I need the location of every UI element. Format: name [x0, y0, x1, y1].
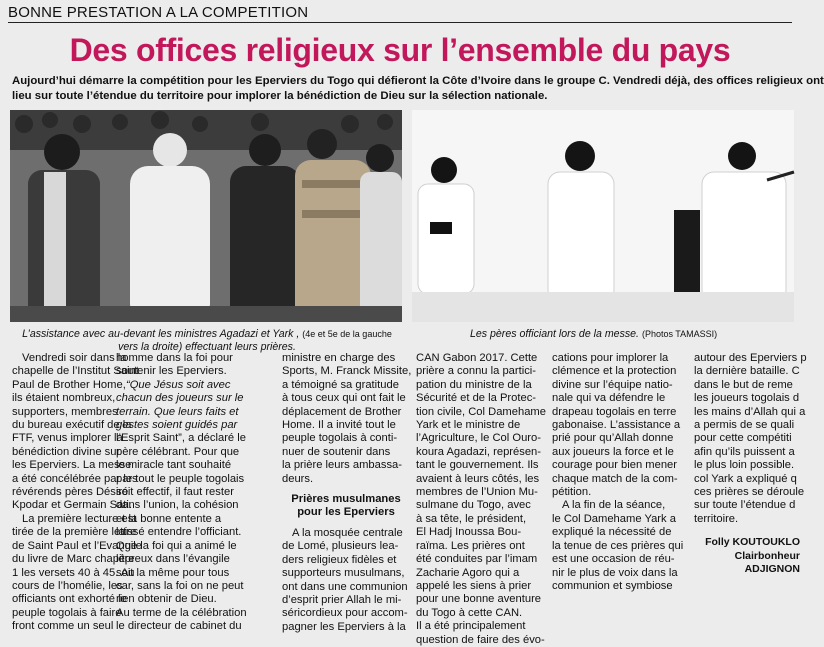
- section-rubric: BONNE PRESTATION A LA COMPETITION: [8, 4, 309, 21]
- column-line: ont dans une communion: [282, 580, 408, 593]
- subheading: Prières musulmanes: [291, 493, 401, 506]
- caption-priests-main: Les pères officiant lors de la messe.: [470, 328, 639, 340]
- column-line: du livre de Marc chapitre: [12, 553, 135, 566]
- column-line: nir le plus de voix dans la: [552, 566, 678, 579]
- column-line: l’Agriculture, le Col Ouro-: [416, 432, 541, 445]
- standfirst-line-1: Aujourd’hui démarre la compétition pour les Eperviers du Togo qui défieront la Côte d’Ivoire dans le groupe C. Vendredi déjà, des offices religieux ont: [12, 75, 824, 87]
- column-line: ils étaient nombreux,: [12, 392, 116, 405]
- column-line: de Lomé, plusieurs lea-: [282, 540, 399, 553]
- column-line: koura Agadazi, représen-: [416, 445, 542, 458]
- column-line: cations pour implorer la: [552, 352, 669, 364]
- column-line: chapelle de l’Institut Saint: [12, 365, 139, 378]
- column-line: Que la foi qui a animé le: [116, 539, 237, 552]
- column-line: séricordieux pour accom-: [282, 607, 408, 620]
- column-line: Home. Il a invité tout le: [282, 419, 396, 432]
- column-line: territoire.: [694, 512, 739, 525]
- column-line: révérends pères Désiré: [12, 486, 129, 499]
- column-line: deurs.: [282, 472, 314, 485]
- column-line: drapeau togolais en terre: [552, 405, 677, 418]
- column-line: dans le but de reme: [694, 378, 793, 391]
- column-line: peuple togolais à faire: [12, 606, 122, 619]
- column-line: gabonaise. L’assistance a: [552, 419, 681, 432]
- article-column-1: [12, 352, 142, 634]
- column-line: pétition.: [552, 486, 592, 499]
- column-line: tirée de la première lettre: [12, 526, 137, 539]
- column-line: clémence et la protection: [552, 365, 677, 378]
- column-line: prié pour qu’Allah donne: [552, 432, 674, 445]
- column-line: membres de l’Union Mu-: [416, 486, 538, 499]
- column-line: homme dans la foi pour: [116, 352, 233, 364]
- column-line: peuple togolais à conti-: [282, 432, 398, 445]
- column-line: ministre en charge des: [282, 352, 396, 364]
- column-line: appelé les siens à prier: [416, 579, 532, 592]
- column-line: la dernière bataille. C: [694, 365, 800, 378]
- column-line: CAN Gabon 2017. Cette: [416, 352, 538, 364]
- column-line: le plus loin possible.: [694, 459, 795, 472]
- column-line: Zacharie Agoro qui a: [416, 566, 520, 579]
- column-line: nuer de soutenir dans: [282, 445, 391, 458]
- column-line: nale qui va défendre le: [552, 392, 666, 405]
- caption-assembly-main: L’assistance avec au-devant les ministres Agadazi et Yark ,: [22, 328, 300, 340]
- column-line: de Saint Paul et l’Evangile: [12, 539, 142, 552]
- column-line: A la mosquée centrale: [292, 526, 403, 539]
- column-line: Il a été principalement: [416, 620, 526, 633]
- column-line: 1 les versets 40 à 45. Au: [12, 566, 135, 579]
- column-line: déplacement de Brother: [282, 405, 402, 418]
- column-line: Vendredi soir dans la: [22, 352, 127, 364]
- headline: Des offices religieux sur l’ensemble du pays: [69, 32, 731, 68]
- column-line: Au terme de la célébration: [116, 606, 247, 619]
- column-line: Sports, M. Franck Missite,: [282, 365, 412, 378]
- column-line: ces prières se déroule: [694, 486, 805, 499]
- column-line: gestes soient guidés par: [116, 419, 238, 432]
- column-line: le directeur de cabinet du: [116, 620, 242, 633]
- column-line: La première lecture est: [22, 512, 137, 525]
- column-line: du Togo à cette CAN.: [416, 606, 523, 619]
- column-line: supporteurs musulmans,: [282, 567, 405, 580]
- column-line: soutenir les Eperviers.: [116, 365, 227, 378]
- column-line: col Yark a expliqué q: [694, 472, 797, 485]
- column-line: à tous ceux qui ont fait le: [282, 392, 406, 405]
- column-line: aux joueurs la force et le: [552, 445, 674, 458]
- author-name-3: ADJIGNON: [744, 563, 800, 575]
- standfirst-line-2: lieu sur toute l’étendue du territoire pour implorer la bénédiction de Dieu sur la sélection nationale.: [12, 90, 548, 102]
- column-line: supporters, membres: [12, 405, 118, 418]
- column-line: et la bonne entente a: [116, 512, 222, 525]
- column-line: laissé entendre l’officiant.: [116, 526, 242, 539]
- column-line: le Col Damehame Yark a: [552, 512, 676, 525]
- article-column-4: [416, 352, 546, 647]
- column-line: été conduites par l’imam: [416, 553, 538, 566]
- column-line: Kpodar et Germain Sati.: [12, 499, 133, 512]
- author-signature: [694, 536, 800, 577]
- column-line: lépreux dans l’évangile: [116, 553, 230, 566]
- column-line: raïma. Les prières ont: [416, 539, 525, 552]
- article-column-6: [694, 352, 807, 526]
- column-line: A la fin de la séance,: [562, 499, 666, 512]
- column-line: tion civile, Col Damehame: [416, 405, 546, 418]
- column-line: autour des Eperviers p: [694, 352, 807, 364]
- column-line: tant le gouvernement. Ils: [416, 459, 539, 472]
- column-line: front comme un seul: [12, 620, 114, 633]
- column-line: prière a connu la partici-: [416, 365, 537, 378]
- column-line: du bureau exécutif de la: [12, 419, 132, 432]
- column-line: El Hadj Inoussa Bou-: [416, 526, 522, 539]
- column-line: pour une bonne aventure: [416, 593, 542, 606]
- column-line: a permis de se quali: [694, 419, 795, 432]
- column-line: expliqué la nécessité de: [552, 526, 672, 539]
- photo-credit: (Photos TAMASSI): [641, 329, 718, 339]
- rubric-rule: [8, 22, 792, 23]
- subheading: pour les Eperviers: [297, 506, 395, 519]
- column-line: l’Esprit Saint”, a déclaré le: [116, 432, 246, 445]
- column-line: rien obtenir de Dieu.: [116, 593, 217, 606]
- caption-priests: [470, 328, 800, 341]
- column-line: est une occasion de réu-: [552, 553, 675, 566]
- column-line: pagner les Eperviers à la: [282, 620, 406, 633]
- column-line: sur toute l’étendue d: [694, 499, 796, 512]
- column-line: la tenue de ces prières qui: [552, 539, 684, 552]
- column-line: soit effectif, il faut rester: [116, 486, 234, 499]
- column-line: par tout le peuple togolais: [116, 472, 245, 485]
- column-line: à sa tête, le président,: [416, 512, 527, 525]
- column-line: Paul de Brother Home,: [12, 378, 126, 391]
- photo-priests: [412, 110, 794, 322]
- column-line: le miracle tant souhaité: [116, 459, 232, 472]
- column-line: cours de l’homélie, les: [12, 579, 123, 592]
- column-line: bénédiction divine sur: [12, 445, 121, 458]
- standfirst: [12, 74, 824, 104]
- caption-assembly: [12, 328, 402, 354]
- column-line: chacun des joueurs sur le: [116, 392, 244, 405]
- column-line: Yark et le ministre de: [416, 419, 521, 432]
- column-line: terrain. Que leurs faits et: [116, 405, 239, 418]
- column-line: les joueurs togolais d: [694, 392, 800, 405]
- column-line: divine sur l’équipe natio-: [552, 378, 673, 391]
- column-line: soit la même pour tous: [116, 566, 230, 579]
- column-line: la prière leurs ambassa-: [282, 459, 403, 472]
- column-line: chaque match de la com-: [552, 472, 678, 485]
- column-line: FTF, venus implorer la: [12, 432, 123, 445]
- column-line: a été concélébrée par les: [12, 472, 138, 485]
- column-line: les Eperviers. La messe: [12, 459, 132, 472]
- column-line: ders religieux fidèles et: [282, 553, 397, 566]
- column-line: officiants ont exhorté le: [12, 593, 127, 606]
- article-column-5: [552, 352, 682, 593]
- column-line: pour cette compétiti: [694, 432, 792, 445]
- column-line: afin qu’ils puissent a: [694, 445, 795, 458]
- article-column-2: [116, 352, 266, 634]
- column-line: avaient à leurs côtés, les: [416, 472, 540, 485]
- author-name-2: Clairbonheur: [734, 549, 800, 562]
- column-line: Sécurité et de la Protec-: [416, 392, 537, 405]
- column-line: les mains d’Allah qui a: [694, 405, 806, 418]
- column-line: pation du ministre de la: [416, 378, 532, 391]
- column-line: car, sans la foi on ne peut: [116, 579, 244, 592]
- caption-assembly-detail: (4e et 5e de la gauche: [302, 329, 392, 339]
- author-name-1: Folly KOUTOUKLO: [705, 536, 800, 548]
- column-line: a témoigné sa gratitude: [282, 378, 399, 391]
- column-line: père célébrant. Pour que: [116, 445, 240, 458]
- column-line: d’esprit prier Allah le mi-: [282, 593, 402, 606]
- column-line: communion et symbiose: [552, 579, 673, 592]
- caption-assembly-line2: vers la droite) effectuant leurs prières.: [118, 341, 296, 353]
- column-line: “Que Jésus soit avec: [126, 378, 231, 391]
- article-column-3: [282, 352, 410, 634]
- column-line: dans l’union, la cohésion: [116, 499, 239, 512]
- column-line: sulmane du Togo, avec: [416, 499, 531, 512]
- column-line: question de faire des évo-: [416, 633, 545, 646]
- column-line: courage pour bien mener: [552, 459, 678, 472]
- photo-assembly: [10, 110, 402, 322]
